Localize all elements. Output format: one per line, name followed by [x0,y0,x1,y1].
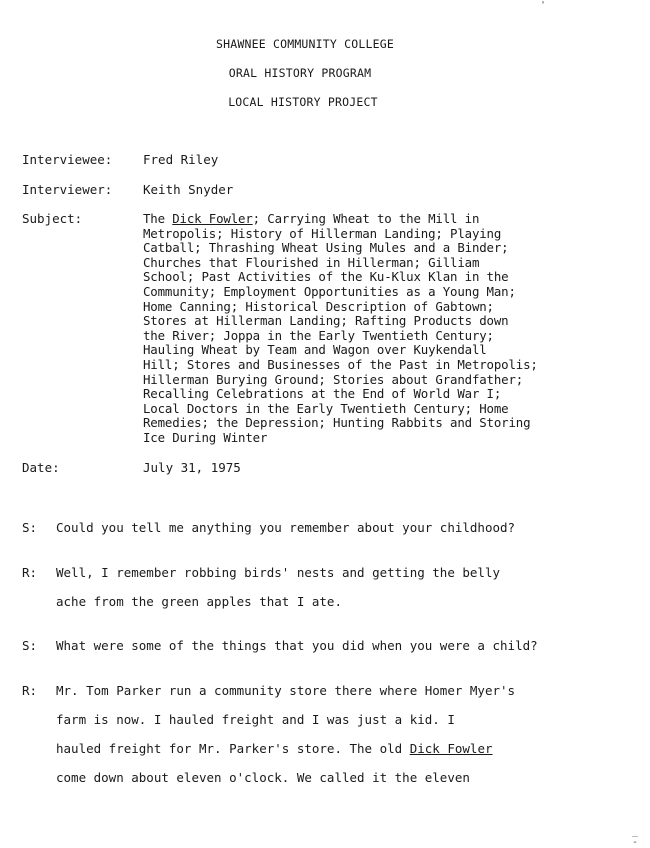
date-value: July 31, 1975 [143,460,241,475]
interviewee-label: Interviewee: [22,152,113,167]
subject-line: the River; Joppa in the Early Twentieth Century; [143,327,494,343]
answer-text: hauled freight for Mr. Parker's store. The old Dick Fowler [56,741,493,756]
speaker-s: S: [22,638,38,653]
subject-line: The Dick Fowler; Carrying Wheat to the Mill in [143,211,480,226]
answer-text: ache from the green apples that I ate. [56,594,342,609]
interviewer-label: Interviewer: [22,182,113,197]
date-label: Date: [22,460,60,475]
header-college: SHAWNEE COMMUNITY COLLEGE [215,37,395,51]
subject-line: Remedies; the Depression; Hunting Rabbits and Storing [143,415,531,431]
subject-line: Home Canning; Historical Description of Gabtown; [143,298,494,314]
answer-text: come down about eleven o'clock. We called it the eleven [56,770,470,785]
subject-line: Churches that Flourished in Hillerman; Gilliam [143,254,480,270]
subject-line: Hauling Wheat by Team and Wagon over Kuykendall [143,342,487,358]
subject-line: Catball; Thrashing Wheat Using Mules and a Binder; [143,240,509,256]
subject-line: Stores at Hillerman Landing; Rafting Products down [143,313,509,329]
scan-speck: _ - [632,826,639,848]
answer-text: Well, I remember robbing birds' nests and getting the belly [56,565,501,580]
interviewee-value: Fred Riley [143,152,219,167]
scan-speck: ' [540,0,547,11]
subject-line: Ice During Winter [143,429,268,445]
subject-label: Subject: [22,211,83,226]
question-text: What were some of the things that you did when you were a child? [56,638,538,653]
speaker-r: R: [22,683,38,698]
header-project: LOCAL HISTORY PROJECT [228,95,378,109]
dick-fowler-underlined: Dick Fowler [409,741,493,756]
dick-fowler-underlined: Dick Fowler [172,211,253,226]
subject-line: Community; Employment Opportunities as a Young Man; [143,283,516,299]
answer-text: Mr. Tom Parker run a community store there where Homer Myer's [56,683,516,698]
subject-text [143,212,623,446]
interviewer-value: Keith Snyder [143,182,234,197]
subject-line: School; Past Activities of the Ku-Klux Klan in the [143,269,509,285]
header-program: ORAL HISTORY PROGRAM [228,66,372,80]
subject-line: Local Doctors in the Early Twentieth Century; Home [143,400,509,416]
speaker-s: S: [22,520,38,535]
question-text: Could you tell me anything you remember about your childhood? [56,520,516,535]
speaker-r: R: [22,565,38,580]
answer-text: farm is now. I hauled freight and I was just a kid. I [56,712,455,727]
subject-line: Recalling Celebrations at the End of World War I; [143,386,502,402]
subject-line: Hillerman Burying Ground; Stories about Grandfather; [143,371,524,387]
subject-line: Metropolis; History of Hillerman Landing; Playing [143,225,502,241]
subject-line: Hill; Stores and Businesses of the Past in Metropolis; [143,356,538,372]
